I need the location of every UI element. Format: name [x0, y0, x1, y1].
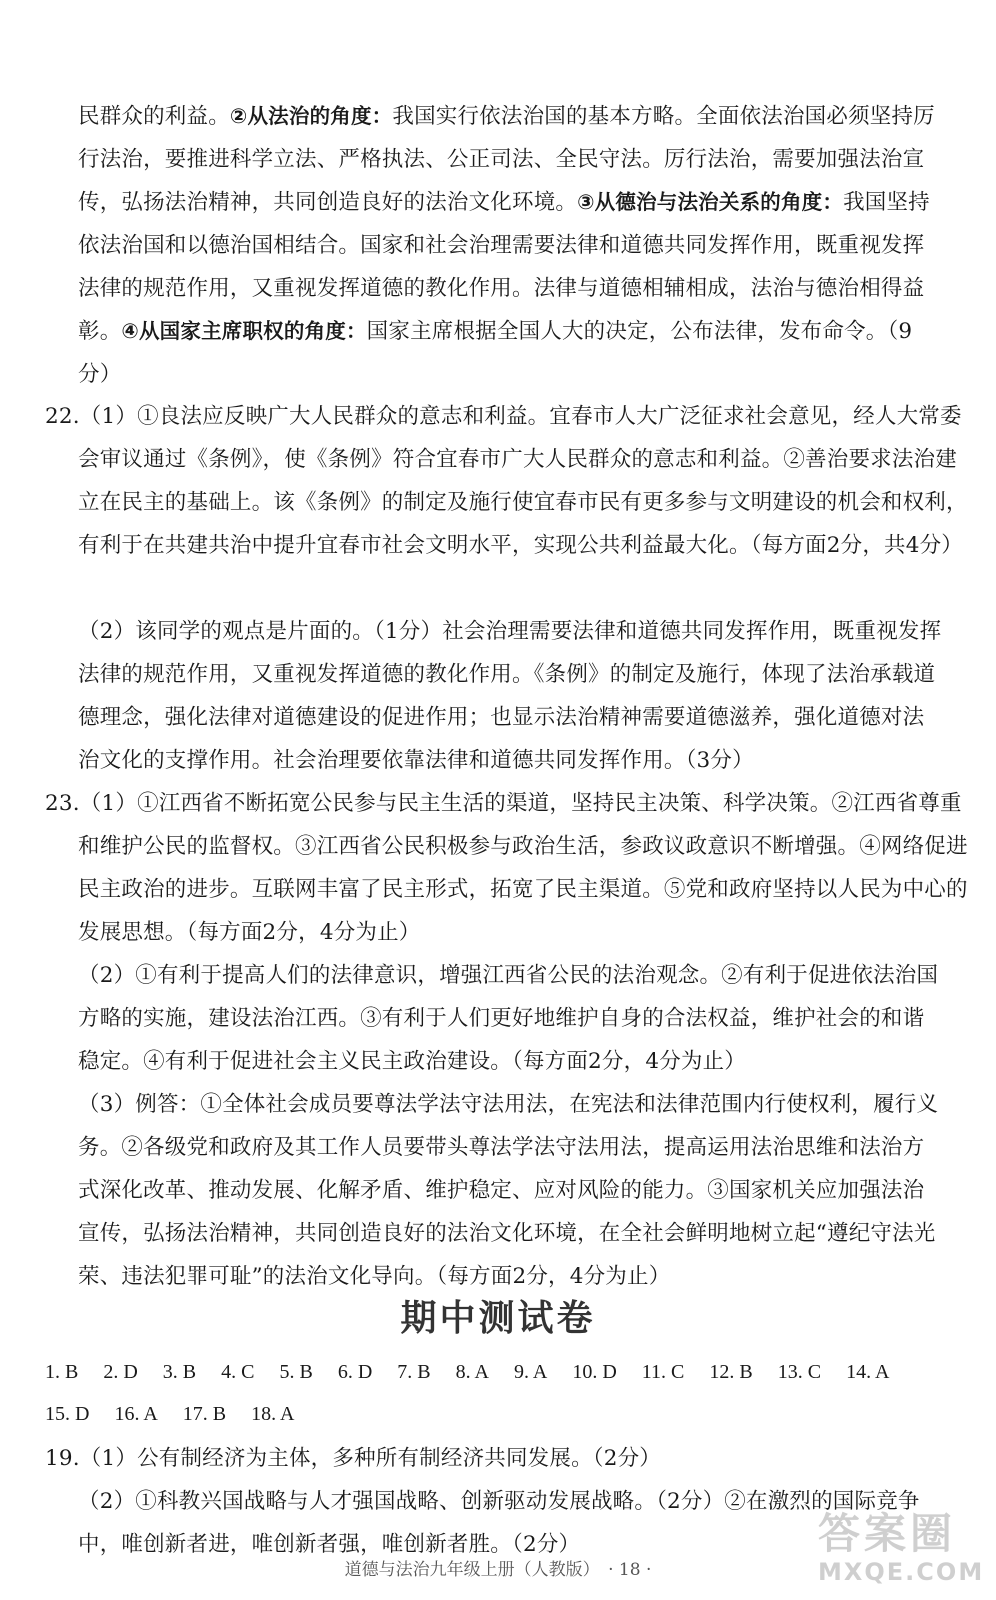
section-title: 期中测试卷 [400, 1298, 596, 1339]
answer-item: 3. B [162, 1361, 197, 1383]
answer-item: 4. C [221, 1361, 255, 1383]
watermark-text: 答案圈 [818, 1509, 957, 1558]
answer-item: 15. D [45, 1403, 90, 1425]
bold-heading: ③从德治与法治关系的角度： [577, 190, 844, 214]
text-run: 我国实行依法治国的基本方略。全面依法治国必须坚持厉行法治，要推进科学立法、严格执法、公正司法、全民守法。厉行法治，需要加强法治宣传，弘扬法治精神，共同创造良好的法治文化环境。 [78, 104, 935, 215]
watermark-url: MXQE.COM [818, 1558, 985, 1586]
bold-heading: ②从法治的角度： [229, 104, 393, 128]
q22-part2: （2）该同学的观点是片面的。（1分）社会治理需要法律和道德共同发挥作用，既重视发挥法律的规范作用，又重视发挥道德的教化作用。《条例》的制定及施行，体现了法治承载道德理念，强化法律对道德建设的促进作用；也显示法治精神需要道德滋养，强化道德对法治文化的支撑作用。社会治理要依靠法律和道德共同发挥作用。（3分） [78, 619, 942, 773]
answer-item: 6. D [337, 1361, 373, 1383]
answer-item: 2. D [103, 1361, 138, 1383]
q22-part1: 22.（1）①良法应反映广大人民群众的意志和利益。宜春市人大广泛征求社会意见，经人大常委会审议通过《条例》，使《条例》符合宜春市广大人民群众的意志和利益。②善治要求法治建立在民主的基础上。该《条例》的制定及施行使宜春市民有更多参与文明建设的机会和权利，有利于在共建共治中提升宜春市社会文明水平，实现公共利益最大化。（每方面2分，共4分） [45, 404, 968, 558]
q23-part1: 23.（1）①江西省不断拓宽公民参与民主生活的渠道，坚持民主决策、科学决策。②江西省尊重和维护公民的监督权。③江西省公民积极参与政治生活，参政议政意识不断增强。④网络促进民主政治的进步。互联网丰富了民主形式，拓宽了民主渠道。⑤党和政府坚持以人民为中心的发展思想。（每方面2分，4分为止） [45, 791, 968, 945]
prev-section-paragraph [78, 95, 944, 396]
answer-item: 16. A [114, 1403, 158, 1425]
answer-item: 7. B [397, 1361, 431, 1383]
answer-item: 12. B [709, 1361, 753, 1383]
answer-item: 13. C [777, 1361, 822, 1383]
answer-row-1 [45, 1352, 975, 1392]
answer-row-2 [45, 1394, 975, 1434]
answer-item: 1. B [45, 1361, 79, 1383]
answer-item: 8. A [455, 1361, 489, 1383]
page-footer: 道德与法治九年级上册（人教版） · 18 · [344, 1560, 652, 1580]
text-run: 我国坚持依法治国和以德治国相结合。国家和社会治理需要法律和道德共同发挥作用，既重视发挥法律的规范作用，又重视发挥道德的教化作用。法律与道德相辅相成，法治与德治相得益彰。 [78, 190, 930, 344]
text-run: 国家主席根据全国人大的决定，公布法律，发布命令。（9分） [78, 319, 913, 387]
answer-item: 14. A [846, 1361, 890, 1383]
answer-item: 11. C [641, 1361, 685, 1383]
answer-item: 18. A [251, 1403, 295, 1425]
answer-item: 17. B [182, 1403, 227, 1425]
answer-item: 5. B [279, 1361, 313, 1383]
q23-part3: （3）例答：①全体社会成员要尊法学法守法用法，在宪法和法律范围内行使权利，履行义务。②各级党和政府及其工作人员要带头尊法学法守法用法，提高运用法治思维和法治方式深化改革、推动发展、化解矛盾、维护稳定、应对风险的能力。③国家机关应加强法治宣传，弘扬法治精神，共同创造良好的法治文化环境，在全社会鲜明地树立起“遵纪守法光荣、违法犯罪可耻”的法治文化导向。（每方面2分，4分为止） [78, 1092, 939, 1289]
answer-item: 9. A [513, 1361, 548, 1383]
bold-heading: ④从国家主席职权的角度： [121, 319, 367, 343]
text-run: 民群众的利益。 [78, 104, 230, 129]
q23-part2: （2）①有利于提高人们的法律意识，增强江西省公民的法治观念。②有利于促进依法治国方略的实施，建设法治江西。③有利于人们更好地维护自身的合法权益，维护社会的和谐稳定。④有利于促进社会主义民主政治建设。（每方面2分，4分为止） [78, 963, 939, 1074]
q19-part2: （2）①科教兴国战略与人才强国战略、创新驱动发展战略。（2分）②在激烈的国际竞争中，唯创新者进，唯创新者强，唯创新者胜。（2分） [78, 1489, 920, 1557]
answer-item: 10. D [572, 1361, 617, 1383]
q19-part1: 19.（1）公有制经济为主体，多种所有制经济共同发展。（2分） [45, 1446, 662, 1471]
